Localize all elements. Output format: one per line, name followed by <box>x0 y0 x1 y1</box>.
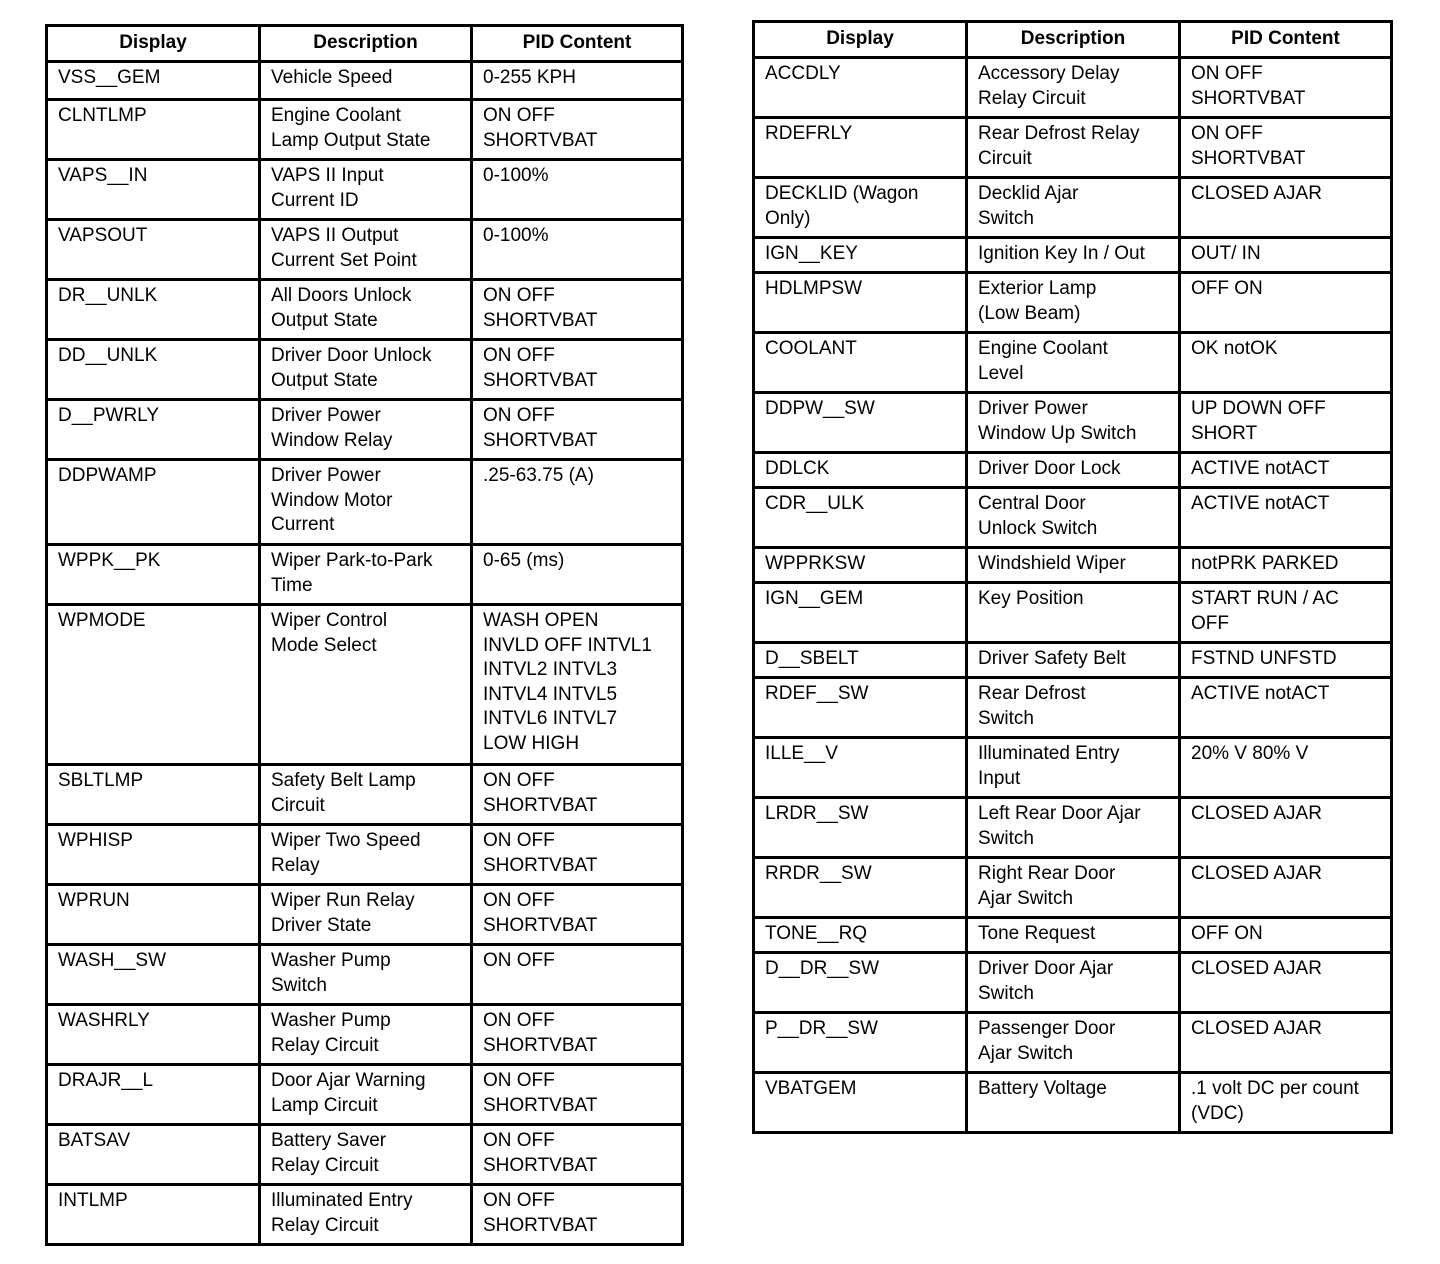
table-row <box>754 583 1392 643</box>
pid-content-cell: ON OFF SHORTVBAT <box>472 280 683 340</box>
pid-content-cell: OK notOK <box>1180 333 1392 393</box>
display-cell: WPMODE <box>47 605 260 765</box>
table-body <box>47 62 683 1245</box>
description-cell: Washer Pump Relay Circuit <box>260 1005 472 1065</box>
table-row <box>47 885 683 945</box>
display-cell: IGN__KEY <box>754 238 967 273</box>
table-row <box>754 858 1392 918</box>
description-cell: Decklid Ajar Switch <box>967 178 1180 238</box>
table-row <box>47 220 683 280</box>
pid-content-cell: ON OFF SHORTVBAT <box>472 1125 683 1185</box>
table-row <box>47 1125 683 1185</box>
table-row <box>754 738 1392 798</box>
header-display: Display <box>47 26 260 62</box>
description-cell: Wiper Control Mode Select <box>260 605 472 765</box>
pid-content-cell: UP DOWN OFF SHORT <box>1180 393 1392 453</box>
display-cell: BATSAV <box>47 1125 260 1185</box>
description-cell: Rear Defrost Relay Circuit <box>967 118 1180 178</box>
pid-content-cell: 20% V 80% V <box>1180 738 1392 798</box>
display-cell: ILLE__V <box>754 738 967 798</box>
description-cell: Ignition Key In / Out <box>967 238 1180 273</box>
table-row <box>754 548 1392 583</box>
table-row <box>47 605 683 765</box>
table-row <box>754 678 1392 738</box>
description-cell: Battery Voltage <box>967 1073 1180 1133</box>
pid-content-cell: ON OFF <box>472 945 683 1005</box>
description-cell: Driver Door Lock <box>967 453 1180 488</box>
description-cell: All Doors Unlock Output State <box>260 280 472 340</box>
table-row <box>47 160 683 220</box>
description-cell: Driver Door Unlock Output State <box>260 340 472 400</box>
pid-content-cell: OFF ON <box>1180 273 1392 333</box>
table-row <box>754 393 1392 453</box>
pid-content-cell: OUT/ IN <box>1180 238 1392 273</box>
table-row <box>754 333 1392 393</box>
pid-content-cell: ON OFF SHORTVBAT <box>472 100 683 160</box>
pid-content-cell: CLOSED AJAR <box>1180 798 1392 858</box>
pid-table-left <box>45 24 684 1246</box>
display-cell: WPPRKSW <box>754 548 967 583</box>
display-cell: VAPSOUT <box>47 220 260 280</box>
display-cell: IGN__GEM <box>754 583 967 643</box>
table-row <box>47 765 683 825</box>
pid-content-cell: .25-63.75 (A) <box>472 460 683 545</box>
pid-content-cell: ON OFF SHORTVBAT <box>472 825 683 885</box>
display-cell: D__PWRLY <box>47 400 260 460</box>
pid-content-cell: 0-100% <box>472 160 683 220</box>
description-cell: Key Position <box>967 583 1180 643</box>
description-cell: Driver Power Window Up Switch <box>967 393 1180 453</box>
header-pid-content: PID Content <box>1180 22 1392 58</box>
pid-content-cell: OFF ON <box>1180 918 1392 953</box>
table-row <box>754 918 1392 953</box>
pid-content-cell: ON OFF SHORTVBAT <box>472 400 683 460</box>
table-row <box>754 953 1392 1013</box>
table-row <box>47 825 683 885</box>
display-cell: WASH__SW <box>47 945 260 1005</box>
pid-content-cell: ON OFF SHORTVBAT <box>472 340 683 400</box>
table-row <box>754 1013 1392 1073</box>
description-cell: Exterior Lamp (Low Beam) <box>967 273 1180 333</box>
description-cell: Windshield Wiper <box>967 548 1180 583</box>
display-cell: DECKLID (Wagon Only) <box>754 178 967 238</box>
display-cell: LRDR__SW <box>754 798 967 858</box>
table-row <box>47 1005 683 1065</box>
display-cell: DDPW__SW <box>754 393 967 453</box>
pid-content-cell: ON OFF SHORTVBAT <box>472 765 683 825</box>
header-display: Display <box>754 22 967 58</box>
table-row <box>754 273 1392 333</box>
description-cell: Wiper Two Speed Relay <box>260 825 472 885</box>
table-row <box>754 488 1392 548</box>
table-row <box>47 100 683 160</box>
header-row <box>47 26 683 62</box>
header-description: Description <box>967 22 1180 58</box>
display-cell: RDEF__SW <box>754 678 967 738</box>
pid-content-cell: WASH OPEN INVLD OFF INTVL1 INTVL2 INTVL3 INTVL4 INTVL5 INTVL6 INTVL7 LOW HIGH <box>472 605 683 765</box>
display-cell: COOLANT <box>754 333 967 393</box>
display-cell: CLNTLMP <box>47 100 260 160</box>
description-cell: Left Rear Door Ajar Switch <box>967 798 1180 858</box>
header-description: Description <box>260 26 472 62</box>
description-cell: Driver Door Ajar Switch <box>967 953 1180 1013</box>
description-cell: Battery Saver Relay Circuit <box>260 1125 472 1185</box>
description-cell: Tone Request <box>967 918 1180 953</box>
pid-content-cell: START RUN / AC OFF <box>1180 583 1392 643</box>
table-row <box>754 798 1392 858</box>
table-row <box>754 58 1392 118</box>
display-cell: HDLMPSW <box>754 273 967 333</box>
table-row <box>47 1185 683 1245</box>
table-row <box>47 460 683 545</box>
description-cell: VAPS II Output Current Set Point <box>260 220 472 280</box>
description-cell: Washer Pump Switch <box>260 945 472 1005</box>
pid-content-cell: 0-65 (ms) <box>472 545 683 605</box>
description-cell: Illuminated Entry Input <box>967 738 1180 798</box>
pid-content-cell: notPRK PARKED <box>1180 548 1392 583</box>
table-row <box>47 280 683 340</box>
table-row <box>754 453 1392 488</box>
display-cell: VSS__GEM <box>47 62 260 100</box>
table-row <box>754 1073 1392 1133</box>
display-cell: DR__UNLK <box>47 280 260 340</box>
display-cell: P__DR__SW <box>754 1013 967 1073</box>
description-cell: Safety Belt Lamp Circuit <box>260 765 472 825</box>
pid-content-cell: ACTIVE notACT <box>1180 453 1392 488</box>
pid-content-cell: FSTND UNFSTD <box>1180 643 1392 678</box>
display-cell: DRAJR__L <box>47 1065 260 1125</box>
description-cell: VAPS II Input Current ID <box>260 160 472 220</box>
display-cell: TONE__RQ <box>754 918 967 953</box>
display-cell: VBATGEM <box>754 1073 967 1133</box>
display-cell: DDPWAMP <box>47 460 260 545</box>
pid-content-cell: ON OFF SHORTVBAT <box>472 1005 683 1065</box>
display-cell: SBLTLMP <box>47 765 260 825</box>
pid-content-cell: ON OFF SHORTVBAT <box>472 1065 683 1125</box>
display-cell: RDEFRLY <box>754 118 967 178</box>
pid-content-cell: CLOSED AJAR <box>1180 953 1392 1013</box>
pid-content-cell: ACTIVE notACT <box>1180 488 1392 548</box>
table-row <box>754 238 1392 273</box>
description-cell: Driver Power Window Relay <box>260 400 472 460</box>
table-body <box>754 58 1392 1133</box>
display-cell: WASHRLY <box>47 1005 260 1065</box>
pid-content-cell: ON OFF SHORTVBAT <box>1180 118 1392 178</box>
display-cell: ACCDLY <box>754 58 967 118</box>
table-row <box>47 545 683 605</box>
description-cell: Wiper Park-to-Park Time <box>260 545 472 605</box>
description-cell: Illuminated Entry Relay Circuit <box>260 1185 472 1245</box>
description-cell: Rear Defrost Switch <box>967 678 1180 738</box>
pid-content-cell: CLOSED AJAR <box>1180 1013 1392 1073</box>
pid-content-cell: 0-100% <box>472 220 683 280</box>
pid-table-right <box>752 20 1393 1134</box>
display-cell: DDLCK <box>754 453 967 488</box>
table-row <box>47 62 683 100</box>
pid-content-cell: .1 volt DC per count (VDC) <box>1180 1073 1392 1133</box>
pid-content-cell: ON OFF SHORTVBAT <box>472 1185 683 1245</box>
display-cell: WPPK__PK <box>47 545 260 605</box>
description-cell: Engine Coolant Level <box>967 333 1180 393</box>
pid-content-cell: ON OFF SHORTVBAT <box>1180 58 1392 118</box>
description-cell: Central Door Unlock Switch <box>967 488 1180 548</box>
header-pid-content: PID Content <box>472 26 683 62</box>
pid-content-cell: ACTIVE notACT <box>1180 678 1392 738</box>
display-cell: D__SBELT <box>754 643 967 678</box>
pid-content-cell: CLOSED AJAR <box>1180 178 1392 238</box>
display-cell: WPHISP <box>47 825 260 885</box>
display-cell: VAPS__IN <box>47 160 260 220</box>
table-row <box>754 178 1392 238</box>
description-cell: Door Ajar Warning Lamp Circuit <box>260 1065 472 1125</box>
table-row <box>47 1065 683 1125</box>
display-cell: D__DR__SW <box>754 953 967 1013</box>
pid-content-cell: CLOSED AJAR <box>1180 858 1392 918</box>
description-cell: Vehicle Speed <box>260 62 472 100</box>
pid-content-cell: 0-255 KPH <box>472 62 683 100</box>
table-row <box>47 400 683 460</box>
header-row <box>754 22 1392 58</box>
display-cell: INTLMP <box>47 1185 260 1245</box>
description-cell: Accessory Delay Relay Circuit <box>967 58 1180 118</box>
description-cell: Wiper Run Relay Driver State <box>260 885 472 945</box>
table-row <box>47 340 683 400</box>
description-cell: Passenger Door Ajar Switch <box>967 1013 1180 1073</box>
description-cell: Right Rear Door Ajar Switch <box>967 858 1180 918</box>
table-row <box>47 945 683 1005</box>
table-row <box>754 118 1392 178</box>
description-cell: Engine Coolant Lamp Output State <box>260 100 472 160</box>
table-row <box>754 643 1392 678</box>
display-cell: DD__UNLK <box>47 340 260 400</box>
pid-content-cell: ON OFF SHORTVBAT <box>472 885 683 945</box>
display-cell: CDR__ULK <box>754 488 967 548</box>
display-cell: WPRUN <box>47 885 260 945</box>
description-cell: Driver Safety Belt <box>967 643 1180 678</box>
description-cell: Driver Power Window Motor Current <box>260 460 472 545</box>
display-cell: RRDR__SW <box>754 858 967 918</box>
